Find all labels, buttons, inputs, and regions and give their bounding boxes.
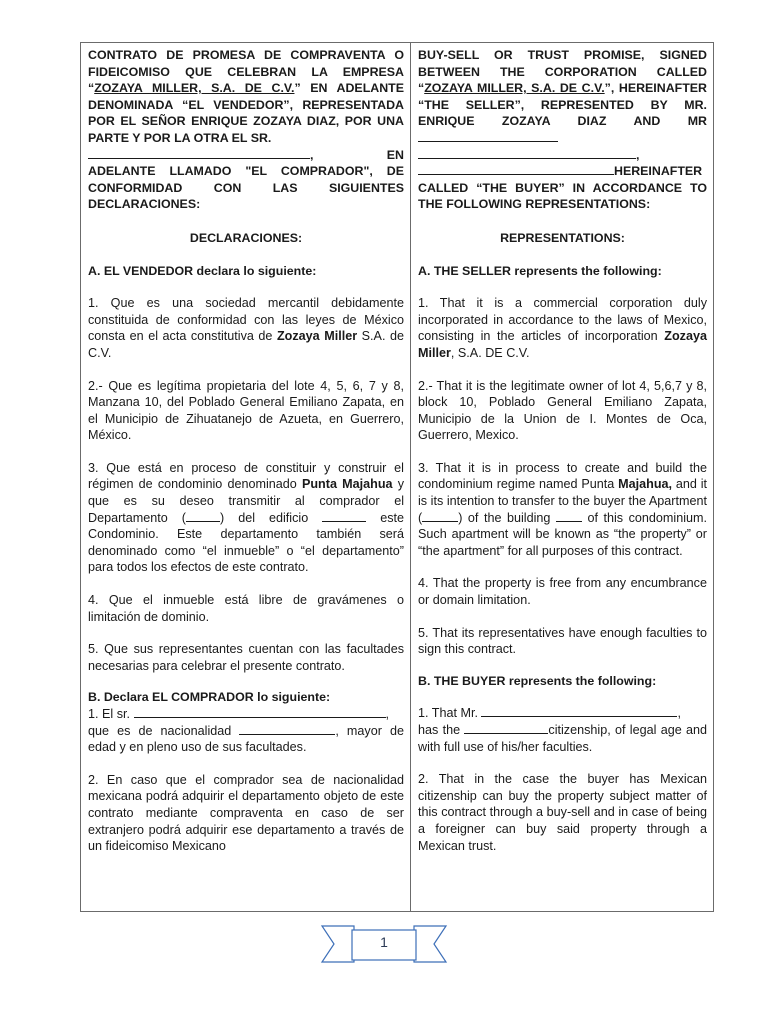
spanish-clause-a2: 2.- Que es legítima propietaria del lote 4, 5, 6, 7 y 8, Manzana 10, del Poblado General Emiliano Zapata, en el Municipio de Zihuatanejo de Azueta, en Guerrero, México. <box>88 378 404 443</box>
spanish-clause-b1: 1. El sr. , que es de nacionalidad , mayor de edad y en pleno uso de sus facultades. <box>88 707 405 755</box>
spanish-clause-a3: 3. Que está en proceso de constituir y construir el régimen de condominio denominado Punta Majahua y que es su deseo transmitir al comprador el Departamento ( ) del edificio este Condominio. Este departamento también será denominado como “el inmueble” o “el departamento” para todos los efectos de este contrato. <box>88 460 405 575</box>
english-clause-a3: 3. That it is in process to create and build the condominium regime named Punta Majahua, and it is its intention to transfer to the buyer the Apartment ( ) of the building of this condominium. Such apartment will be known as “the property” or “the apartment” for all purposes of this contract. <box>418 460 708 558</box>
english-clause-a1: 1. That it is a commercial corporation duly incorporated in accordance to the laws of Mexico, consisting in the articles of incorporation Zozaya Miller, S.A. DE C.V. <box>418 296 707 360</box>
spanish-section-a-heading: A. EL VENDEDOR declara lo siguiente: <box>88 263 317 278</box>
english-clause-a2: 2.- That it is the legitimate owner of lot 4, 5,6,7 y 8, block 10, Poblado General Emiliano Zapata, Municipio de la Union de I. Montes de Oca, Guerrero, Mexico. <box>418 378 707 443</box>
spanish-clause-a5: 5. Que sus representantes cuentan con las facultades necesarias para celebrar el presente contrato. <box>88 642 404 673</box>
spanish-clause-a4: 4. Que el inmueble está libre de gravámenes o limitación de dominio. <box>88 593 404 624</box>
page-number: 1 <box>380 934 388 950</box>
spanish-section-b-heading: B. Declara EL COMPRADOR lo siguiente: <box>88 690 331 705</box>
spanish-company-name: ZOZAYA MILLER, S.A. DE C.V. <box>94 81 295 96</box>
english-section-b-heading: B. THE BUYER represents the following: <box>418 673 657 688</box>
english-column <box>411 43 713 911</box>
spanish-intro: CONTRATO DE PROMESA DE COMPRAVENTA O FIDEICOMISO QUE CELEBRAN LA EMPRESA “ZOZAYA MILLER, S.A. DE C.V.” EN ADELANTE DENOMINADA “EL VENDEDOR”, REPRESENTADA POR EL SEÑOR ENRIQUE ZOZAYA DIAZ, POR UNA PARTE Y POR LA OTRA EL SR. , EN ADELANTE LLAMADO "EL COMPRADOR", DE CONFORMIDAD CON LAS SIGUIENTES DECLARACIONES: <box>88 48 404 212</box>
bilingual-contract-table <box>80 42 714 912</box>
page-number-footer <box>318 922 450 966</box>
buyer-name-blank <box>88 147 310 159</box>
english-clause-a5: 5. That its representatives have enough faculties to sign this contract. <box>418 625 707 657</box>
spanish-clause-b2: 2. En caso que el comprador sea de nacionalidad mexicana podrá adquirir el departamento objeto de este contrato mediante compraventa en caso de ser extranjero podrá adquirir ese departamento a través de un fideicomiso Mexicano <box>88 772 404 854</box>
spanish-column <box>81 43 411 911</box>
representations-heading: REPRESENTATIONS: <box>500 230 625 245</box>
english-clause-a4: 4. That the property is free from any encumbrance or domain limitation. <box>418 576 707 608</box>
english-clause-b2: 2. That in the case the buyer has Mexican citizenship can buy the property subject matter of this contract through a buy-sell and in case of being a foreigner can buy said property through a Mexican trust. <box>418 772 707 853</box>
english-company-name: ZOZAYA MILLER, S.A. DE C.V. <box>424 81 605 96</box>
english-intro: BUY-SELL OR TRUST PROMISE, SIGNED BETWEEN THE CORPORATION CALLED “ZOZAYA MILLER, S.A. DE C.V.”, HEREINAFTER “THE SELLER”, REPRESENTED BY MR. ENRIQUE ZOZAYA DIAZ AND MR , HEREINAFTER CALLED “THE BUYER” IN ACCORDANCE TO THE FOLLOWING REPRESENTATIONS: <box>418 48 707 212</box>
english-clause-b1: 1. That Mr. , has the citizenship, of legal age and with full use of his/her faculties. <box>418 706 708 754</box>
english-section-a-heading: A. THE SELLER represents the following: <box>418 263 662 278</box>
spanish-clause-a1: 1. Que es una sociedad mercantil debidamente constituida de conformidad con las leyes de México consta en el acta constitutiva de Zozaya Miller S.A. de C.V. <box>88 296 404 360</box>
declaraciones-heading: DECLARACIONES: <box>189 230 303 245</box>
